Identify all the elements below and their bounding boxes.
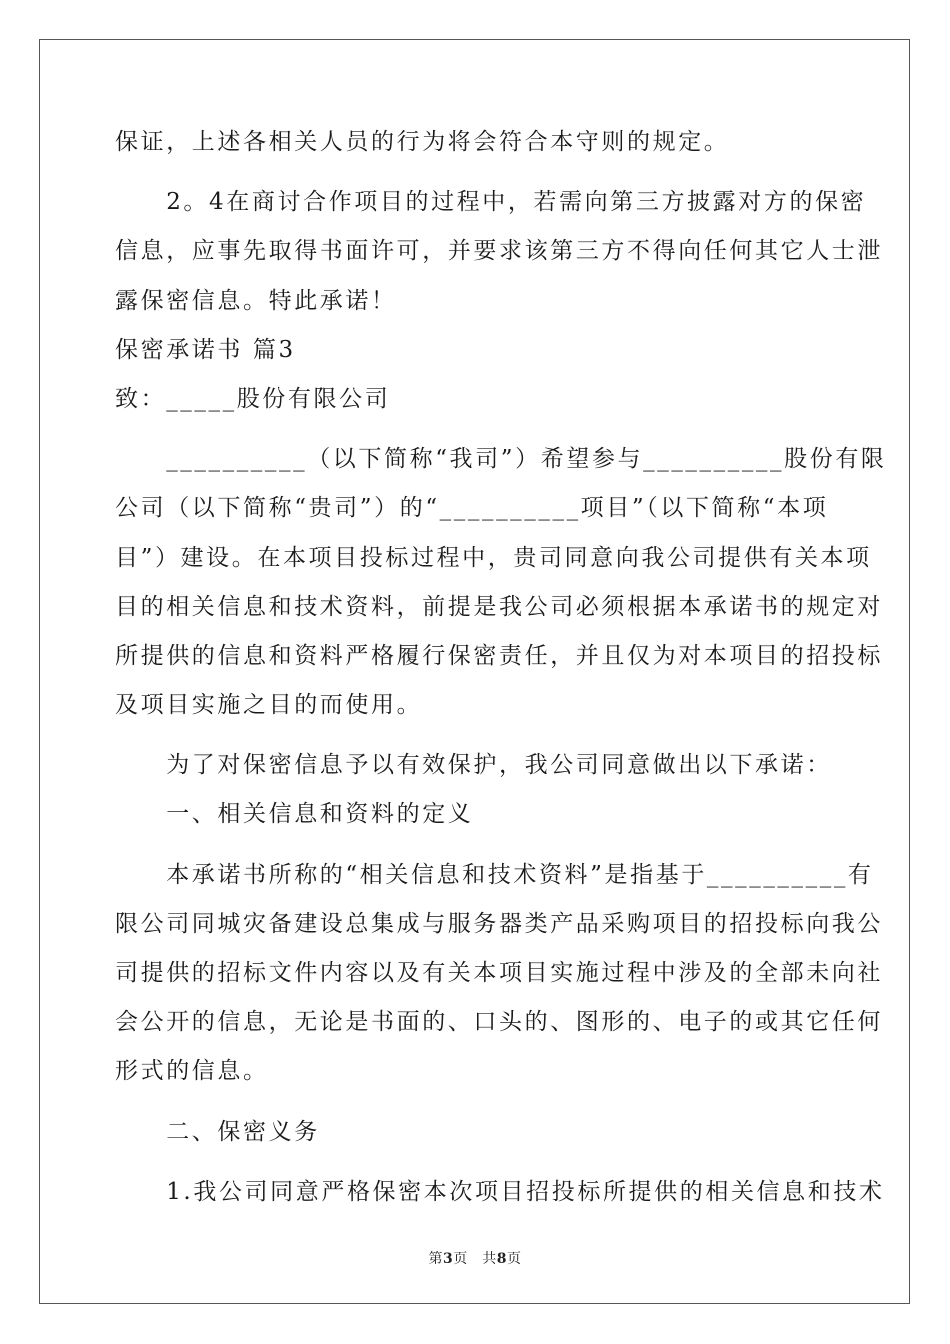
footer-prefix: 第 — [428, 1251, 443, 1267]
document-body — [115, 118, 887, 1217]
text-line-8: 公司（以下简称“贵司”）的“__________项目”（以下简称“本项 — [115, 495, 829, 522]
footer-page-current: 3 — [443, 1251, 454, 1267]
section-heading: 保密承诺书 篇3 — [115, 336, 296, 363]
text-line-18: 会公开的信息，无论是书面的、口头的、图形的、电子的或其它任何 — [115, 1009, 883, 1036]
text-line-7: __________（以下简称“我司”）希望参与__________股份有限 — [115, 446, 887, 473]
page-footer — [0, 1248, 950, 1268]
text-line-17: 司提供的招标文件内容以及有关本项目实施过程中涉及的全部未向社 — [115, 960, 883, 986]
text-line-16: 限公司同城灾备建设总集成与服务器类产品采购项目的招投标向我公 — [115, 910, 883, 937]
footer-suffix: 页 — [507, 1251, 522, 1267]
text-line-11: 所提供的信息和资料严格履行保密责任，并且仅为对本项目的招投标 — [115, 642, 883, 669]
text-line-3: 信息，应事先取得书面许可，并要求该第三方不得向任何其它人士泄 — [115, 238, 883, 265]
text-line-15: 本承诺书所称的“相关信息和技术资料”是指基于__________有 — [115, 861, 874, 888]
addressee-line: 致：_____股份有限公司 — [115, 385, 391, 412]
subheading-obligation: 二、保密义务 — [115, 1118, 320, 1145]
text-line-1: 保证，上述各相关人员的行为将会符合本守则的规定。 — [115, 129, 730, 155]
text-line-19: 形式的信息。 — [115, 1058, 269, 1085]
text-line-12: 及项目实施之目的而使用。 — [115, 692, 423, 719]
text-line-13: 为了对保密信息予以有效保护，我公司同意做出以下承诺： — [115, 752, 832, 779]
text-line-4: 露保密信息。特此承诺！ — [115, 287, 397, 314]
text-line-2: 2。4在商讨合作项目的过程中，若需向第三方披露对方的保密 — [115, 189, 867, 216]
footer-page-total: 8 — [496, 1251, 507, 1267]
subheading-definition: 一、相关信息和资料的定义 — [115, 801, 474, 828]
text-line-9: 目”）建设。在本项目投标过程中，贵司同意向我公司提供有关本项 — [115, 544, 872, 571]
footer-mid: 页 共 — [453, 1251, 497, 1267]
text-line-21: 1.我公司同意严格保密本次项目招投标所提供的相关信息和技术 — [115, 1178, 885, 1205]
text-line-10: 目的相关信息和技术资料，前提是我公司必须根据本承诺书的规定对 — [115, 593, 883, 620]
